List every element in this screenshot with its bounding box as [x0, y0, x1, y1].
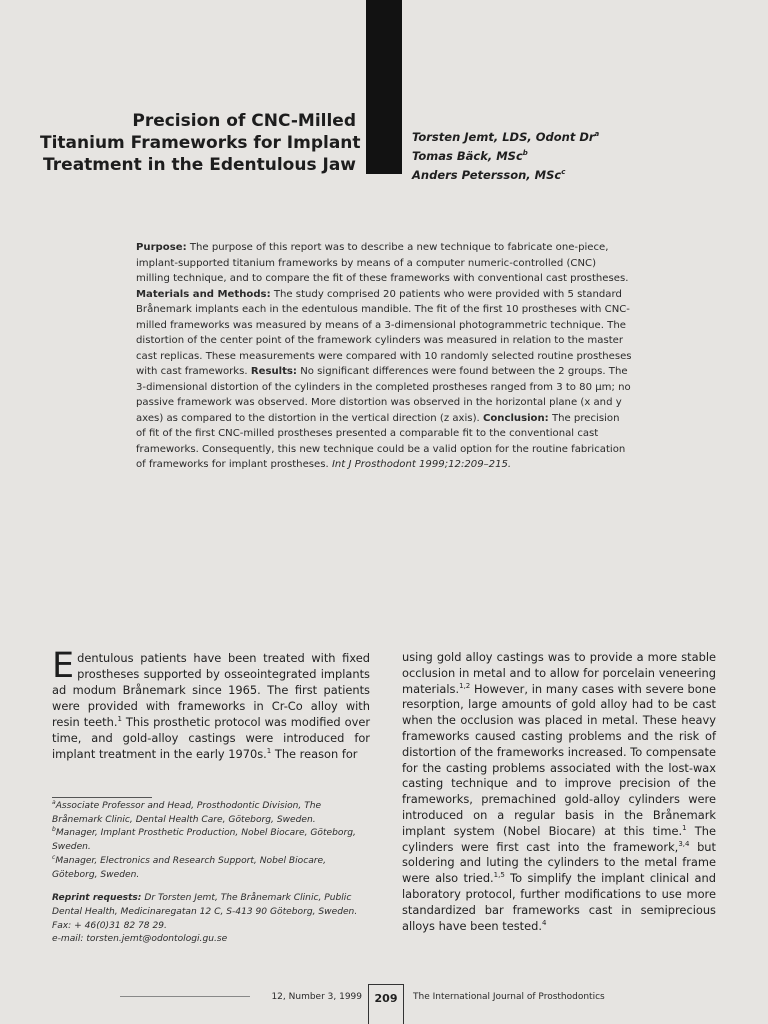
abstract-results-label: Results:: [250, 366, 297, 377]
title-line: Precision of CNC-Milled: [132, 111, 356, 131]
abstract-methods-label: Materials and Methods:: [136, 288, 271, 300]
footer-journal-name: The International Journal of Prosthodontics: [413, 992, 605, 1002]
body-column-right: using gold alloy castings was to provide a more stable occlusion in metal and to allow for porcelain veneering materials.$^{1,2}$ However, in many cases with severe bone resorption, large amounts of gold alloy had to be cast when the occlusion was placed in metal. These heavy frameworks caused casting problems and the risk of distortion of the frameworks increased. To compensate for the casting problems associated with the lost-wax casting technique and to improve precision of the frameworks, premachined gold-alloy cylinders were introduced on a regular basis in the Brånemark implant system (Nobel Biocare) at this time.$^1$ The cylinders were first cast into the framework,$^{3,4}$ but soldering and luting the cylinders to the metal frame were also tried.$^{1,5}$ To simplify the implant clinical and laboratory protocol, further modifications to use more standardized bar frameworks cast in semiprecious alloys have been tested.$^4$: [402, 650, 716, 933]
contact-email: e-mail: torsten.jemt@odontologi.gu.se: [52, 934, 228, 945]
abstract-conclusion-label: Conclusion:: [482, 412, 549, 424]
author-line: Torsten Jemt, LDS, Odont Dr$^a$: [412, 129, 600, 144]
body-column-left: Edentulous patients have been treated with fixed prostheses supported by osseointegrated implants ad modum Brånemark since 1965. The first patients were provided with frameworks in Cr-Co alloy with resin teeth.$^1$ This prosthetic protocol was modified over time, and gold-alloy castings were introduced for implant treatment in the early 1970s.$^1$ The reason for: [52, 646, 371, 761]
abstract-purpose-label: Purpose:: [136, 242, 187, 253]
author-list: [412, 126, 732, 182]
abstract-methods-text: The study comprised 20 patients who were provided with 5 standard Brånemark implants each in the edentulous mandible. The fit of the first 10 prostheses with CNC-milled frameworks was measured by means of a 3-dimensional photogrammetric technique. The distortion of the center point of the framework cylinders was measured in relation to the master cast replicas. These measurements were compared with 10 randomly selected routine prostheses with cast frameworks.: [136, 288, 632, 377]
footnotes: [52, 800, 372, 947]
title-line: Treatment in the Edentulous Jaw: [43, 155, 356, 175]
footer-issue: 12, Number 3, 1999: [271, 992, 362, 1002]
footnote-rule: [52, 797, 152, 798]
abstract-conclusion-text: The precision of fit of the first CNC-milled prostheses presented a comparable fit to the conventional cast frameworks. Consequently, this new technique could be a valid option for the routine fabrication of frameworks for implant prostheses.: [136, 412, 626, 470]
footnote-c: $^c$Manager, Electronics and Research Support, Nobel Biocare, Göteborg, Sweden.: [52, 853, 326, 880]
author-line: Anders Petersson, MSc$^c$: [412, 167, 566, 182]
reprint-requests: Reprint requests: Dr Torsten Jemt, The Brånemark Clinic, Public Dental Health, Medicinaregatan 12 C, S-413 90 Göteborg, Sweden. Fax: + 46(0)31 82 78 29.: [52, 893, 358, 931]
abstract-results-text: No significant differences were found between the 2 groups. The 3-dimensional distortion of the cylinders in the completed prostheses ranged from 3 to 80 µm; no passive framework was observed. More distortion was observed in the horizontal plane (x and y axes) as compared to the distortion in the vertical direction (z axis).: [136, 366, 631, 424]
title-line: Titanium Frameworks for Implant: [40, 133, 361, 153]
drop-cap: E: [52, 646, 75, 686]
abstract-purpose-text: The purpose of this report was to describe a new technique to fabricate one-piece, implant-supported titanium frameworks by means of a computer numeric-controlled (CNC) milling technique, and to compare the fit of these frameworks with conventional cast prostheses.: [136, 242, 629, 284]
header-black-bar: [366, 0, 402, 174]
author-line: Tomas Bäck, MSc$^b$: [412, 148, 528, 163]
footnote-b: $^b$Manager, Implant Prosthetic Production, Nobel Biocare, Göteborg, Sweden.: [52, 826, 356, 853]
page-number: 209: [368, 984, 404, 1024]
abstract: [136, 240, 632, 473]
footnote-a: $^a$Associate Professor and Head, Prosthodontic Division, The Brånemark Clinic, Dental Health Care, Göteborg, Sweden.: [52, 798, 322, 825]
article-title: [40, 110, 361, 176]
abstract-citation: Int J Prosthodont 1999;12:209–215.: [331, 459, 512, 470]
